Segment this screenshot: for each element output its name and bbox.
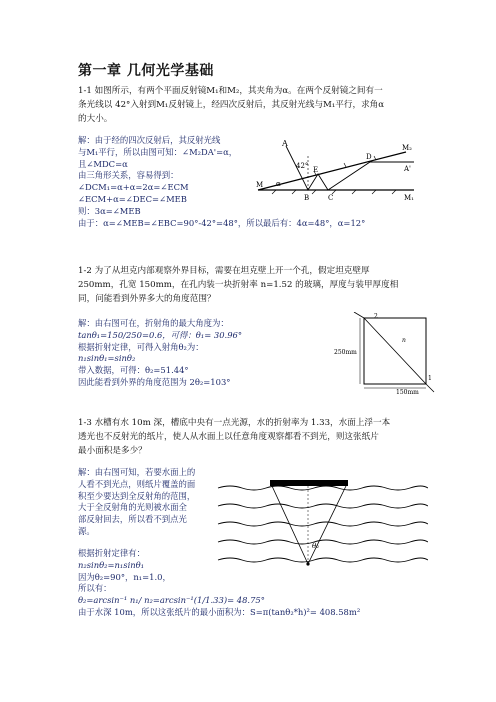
q3-side-line: 人看不到光点，则纸片覆盖的面	[78, 478, 196, 489]
label-n: n	[402, 337, 406, 344]
label-A-prime: A'	[404, 165, 411, 173]
q3-side-line: 解：由右图可知，若要水面上的	[78, 467, 196, 477]
q2-sol-line: 解：由右图可在，折射角的最大角度为：	[78, 318, 229, 328]
label-E: E	[313, 166, 319, 174]
q2-sol-line: tanθ₁=150/250=0.6，可得：θ₁= 30.96°	[78, 329, 243, 340]
q3-line: 1-3 水槽有水 10m 深，槽底中央有一点光源，水的折射率为 1.33，水面上浮一本	[78, 418, 391, 428]
q2-sol-line: 因此能看到外界的角度范围为 2θ₂=103°	[78, 376, 231, 387]
q1-line: 的大小。	[78, 114, 113, 124]
q3-sol-line: 所以有：	[78, 583, 112, 594]
label-alpha: α	[276, 180, 281, 188]
q1-sol-line: 则：3α=∠MEB	[78, 205, 141, 216]
q3-side-line: 部反射回去，所以看不到点光	[78, 514, 187, 525]
question-3-solution-side	[78, 467, 195, 538]
q3-sol-line: θ₂=arcsin⁻¹ n₁/ n₂=arcsin⁻¹(1/1.33)= 48.75°	[78, 595, 265, 606]
q3-side-line: 积至少要达到全反射角的范围，	[78, 490, 196, 501]
question-2-solution	[78, 318, 242, 389]
label-D: D	[366, 153, 372, 161]
label-theta1: 1	[428, 375, 432, 382]
label-A: A	[282, 139, 288, 148]
label-theta: θ₂	[312, 542, 320, 550]
q2-sol-line: 根据折射定律，可得入射角θ₂为：	[78, 341, 204, 352]
label-M: M	[256, 181, 264, 189]
q3-sol-line: 由于水深 10m，所以这张纸片的最小面积为：S=π(tanθ₂*h)²= 408.58m²	[78, 606, 361, 617]
paper-sheet	[270, 480, 348, 486]
q2-sol-line: n₁sinθ₁=sinθ₂	[78, 353, 136, 364]
q1-sol-line: ∠DCM₁=α+α=2α=∠ECM	[78, 182, 189, 193]
question-2-text	[78, 264, 478, 306]
exit-ray	[426, 384, 434, 392]
label-250mm: 250mm	[334, 349, 357, 356]
label-theta2: 2	[374, 313, 378, 320]
refracted-ray	[364, 318, 426, 384]
label-B: B	[304, 194, 310, 202]
q3-sol-line: n₂sinθ₂=n₁sinθ₁	[78, 559, 145, 570]
chapter-title: 第一章 几何光学基础	[78, 63, 214, 79]
q1-sol-line: 由三角形关系，容易得到：	[78, 170, 179, 181]
q3-side-line: 源。	[78, 525, 95, 536]
q2-line: 同，问能看到外界多大的角度范围？	[78, 294, 216, 304]
q3-sol-line: 因为θ₂=90°，n₁=1.0，	[78, 571, 171, 582]
q3-line: 透光也不反射光的纸片，使人从水面上以任意角度观察都看不到光，则这张纸片	[78, 432, 379, 442]
figure-tank-hole	[334, 312, 446, 394]
question-1-text	[78, 84, 478, 126]
figure-mirrors	[256, 138, 416, 208]
incident-ray	[354, 312, 364, 318]
q1-sol-line: 由于：α=∠MEB=∠EBC=90°-42°=48°，所以最后有：4α=48°，α=12°	[78, 217, 366, 228]
q2-sol-line: 带入数据，可得：θ₂=51.44°	[78, 365, 189, 376]
q1-sol-line: ∠ECM+α=∠DEC=∠MEB	[78, 193, 187, 204]
q3-side-line: 大于全反射角的光则被水面全	[78, 502, 187, 513]
q2-line: 250mm，孔宽 150mm，在孔内装一块折射率 n=1.52 的玻璃，厚度与装甲厚度相	[78, 280, 399, 290]
q2-line: 1-2 为了从坦克内部观察外界目标，需要在坦克壁上开一个孔，假定坦克壁厚	[78, 266, 370, 276]
q3-sol-line: 根据折射定律有：	[78, 548, 145, 558]
q1-sol-line: 与M₁平行，所以由图可知：∠M₂DA'=α，	[78, 146, 238, 157]
q1-sol-line: 解：由于经的四次反射后，其反射光线	[78, 135, 221, 145]
label-C: C	[328, 194, 334, 202]
q1-line: 1-1 如图所示，有两个平面反射镜M₁和M₂，其夹角为α。在两个反射镜之间有一	[78, 86, 383, 96]
label-M2: M₂	[402, 144, 412, 152]
q3-line: 最小面积是多少？	[78, 446, 147, 456]
label-150mm: 150mm	[396, 389, 419, 394]
label-angle-42: 42°	[296, 162, 309, 170]
label-M1: M₁	[404, 194, 414, 202]
question-3-solution	[78, 548, 360, 619]
q1-sol-line: 且∠MDC=α	[78, 158, 128, 169]
question-3-text	[78, 416, 478, 458]
q1-line: 条光线以 42°入射到M₁反射镜上，经四次反射后，其反射光线与M₁平行，求角α	[78, 100, 385, 110]
